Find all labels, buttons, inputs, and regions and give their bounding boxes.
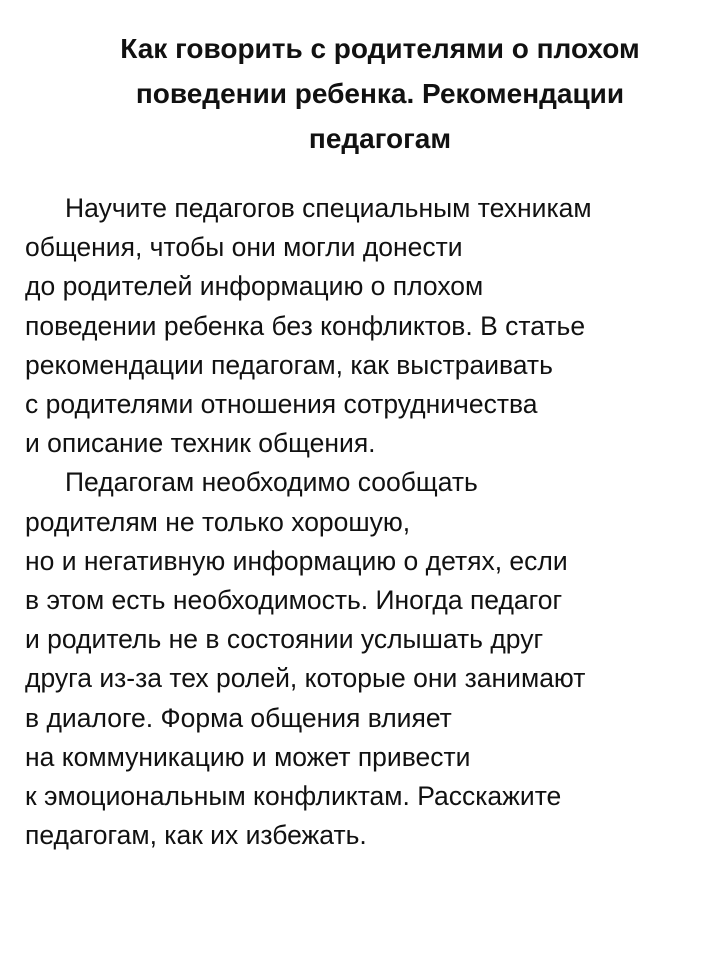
text-line: на коммуникацию и может привести (25, 741, 471, 772)
text-line: к эмоциональным конфликтам. Расскажите (25, 781, 562, 812)
text-line: с родителями отношения сотрудничества (25, 389, 538, 420)
text-line: поведении ребенка без конфликтов. В статье (25, 310, 586, 341)
text-line: педагогам, как их избежать. (25, 820, 367, 851)
text-line: Научите педагогов специальным техникам (65, 193, 592, 223)
text-line: в этом есть необходимость. Иногда педагог (25, 585, 563, 616)
text-line: общения, чтобы они могли донести (25, 232, 463, 263)
text-line: в диалоге. Форма общения влияет (25, 702, 452, 733)
text-line: родителям не только хорошую, (25, 506, 411, 537)
article-body (25, 189, 715, 855)
title-line: педагогам (308, 123, 452, 154)
title-line: поведении ребенка. Рекомендации (135, 78, 625, 109)
article-title (60, 26, 700, 161)
text-line: до родителей информацию о плохом (25, 271, 484, 302)
text-line: рекомендации педагогам, как выстраивать (25, 349, 553, 380)
text-line: друга из-за тех ролей, которые они занимают (25, 663, 586, 694)
text-line: и родитель не в состоянии услышать друг (25, 624, 544, 655)
text-line: но и негативную информацию о детях, если (25, 545, 568, 576)
title-line: Как говорить с родителями о плохом (120, 33, 640, 64)
text-line: и описание техник общения. (25, 428, 376, 459)
text-line: Педагогам необходимо сообщать (65, 467, 478, 498)
paragraph-intro (25, 189, 715, 463)
paragraph-main (25, 463, 715, 855)
